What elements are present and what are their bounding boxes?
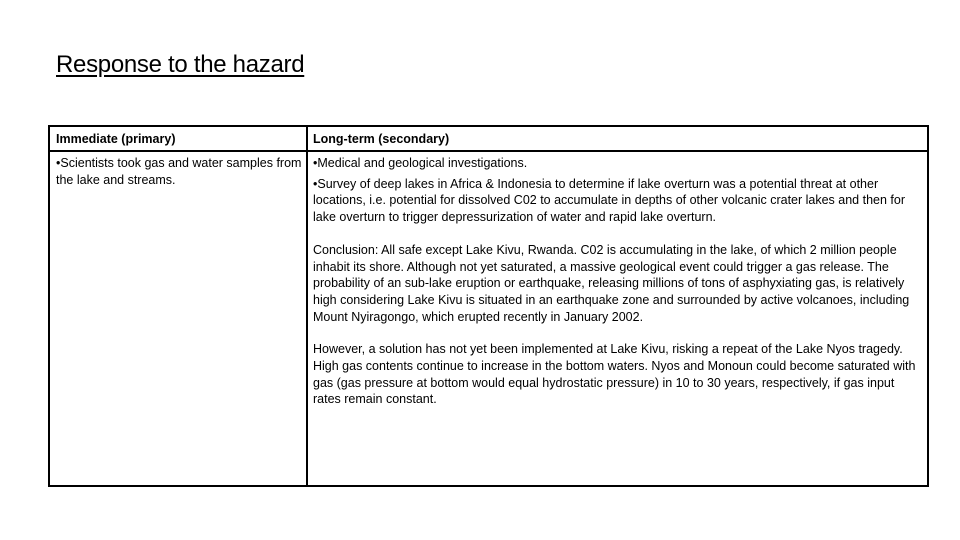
- slide-title: Response to the hazard: [56, 51, 305, 78]
- header-long-term: Long-term (secondary): [313, 132, 450, 146]
- long-term-item: •Medical and geological investigations.: [313, 156, 528, 170]
- conclusion-paragraph: Conclusion: All safe except Lake Kivu, Rwanda. C02 is accumulating in the lake, of which 2 million people inhabit its shore. Although not yet saturated, a massive geological event could trigger a gas release. The probability of an sub-lake eruption or earthquake, releasing millions of tons of asphyxiating gas, is relatively high considering Lake Kivu is situated in an earthquake zone and surrounded by active volcanoes, including Mount Nyiragongo, which erupted recently in January 2002.: [313, 242, 910, 324]
- column-divider: [306, 127, 308, 485]
- however-paragraph: However, a solution has not yet been implemented at Lake Kivu, risking a repeat of the Lake Nyos tragedy. High gas contents continue to increase in the bottom waters. Nyos and Monoun could become saturated with gas (gas pressure at bottom would equal hydrostatic pressure) in 10 to 30 years, respectively, if gas input rates remain constant.: [313, 342, 916, 407]
- long-term-cell: [313, 155, 925, 408]
- immediate-cell: •Scientists took gas and water samples from the lake and streams.: [56, 156, 302, 187]
- header-immediate: Immediate (primary): [56, 132, 176, 146]
- response-table: [48, 125, 929, 487]
- long-term-item: •Survey of deep lakes in Africa & Indonesia to determine if lake overturn was a potential threat at other locations, i.e. potential for dissolved C02 to accumulate in depths of other volcanic crater lakes and then for lake overturn to trigger depressurization of water and rapid lake overturn.: [313, 176, 905, 225]
- header-divider: [50, 150, 927, 152]
